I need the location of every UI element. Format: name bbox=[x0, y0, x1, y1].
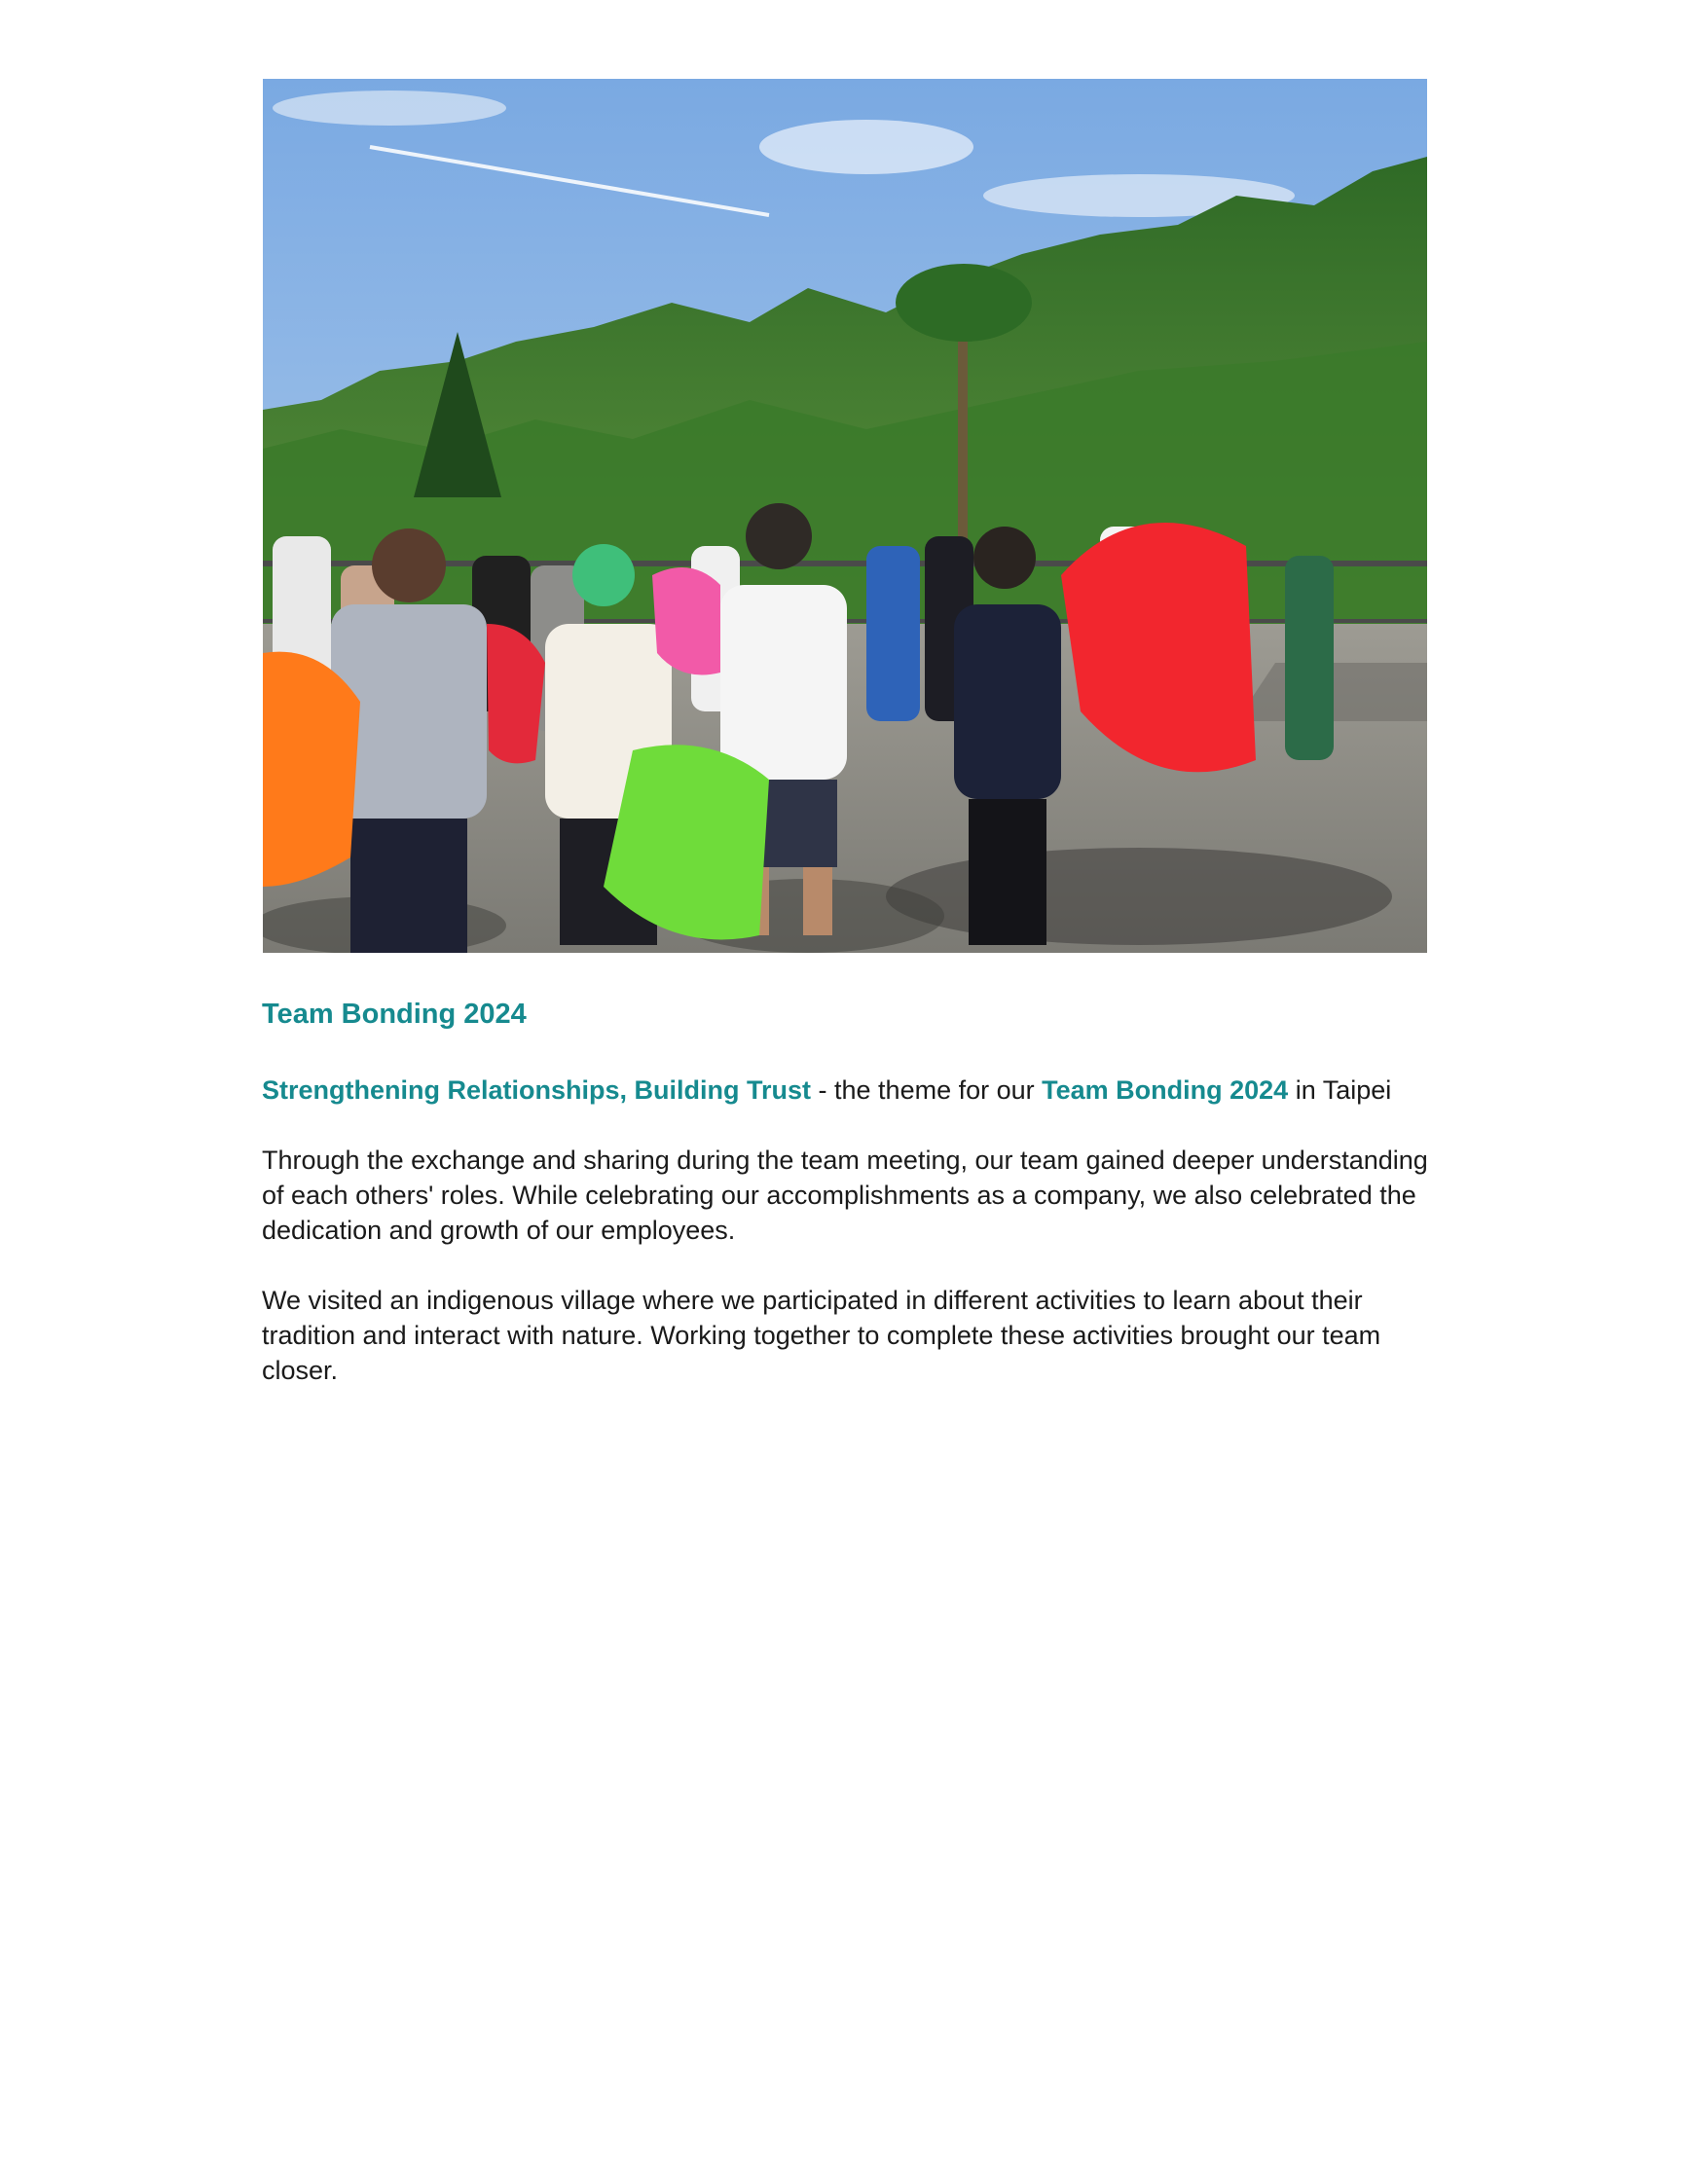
theme-line bbox=[262, 1073, 1430, 1108]
team-photo bbox=[263, 79, 1427, 953]
article bbox=[262, 993, 1430, 1388]
theme-middle: - the theme for our bbox=[811, 1075, 1043, 1105]
paragraph-indigenous-village: We visited an indigenous village where we participated in different activities to learn about their tradition and interact with nature. Working together to complete these activities brought our team closer. bbox=[262, 1286, 1381, 1385]
paragraph-team-meeting: Through the exchange and sharing during the team meeting, our team gained deeper understanding of each others' roles. While celebrating our accomplishments as a company, we also celebrated the dedication and growth of our employees. bbox=[262, 1146, 1428, 1245]
group-photo-icon bbox=[263, 79, 1427, 953]
theme-highlight-1: Strengthening Relationships, Building Trust bbox=[262, 1075, 812, 1105]
article-title: Team Bonding 2024 bbox=[262, 999, 527, 1030]
theme-highlight-2: Team Bonding 2024 bbox=[1042, 1075, 1289, 1105]
theme-end: in Taipei bbox=[1288, 1075, 1392, 1105]
